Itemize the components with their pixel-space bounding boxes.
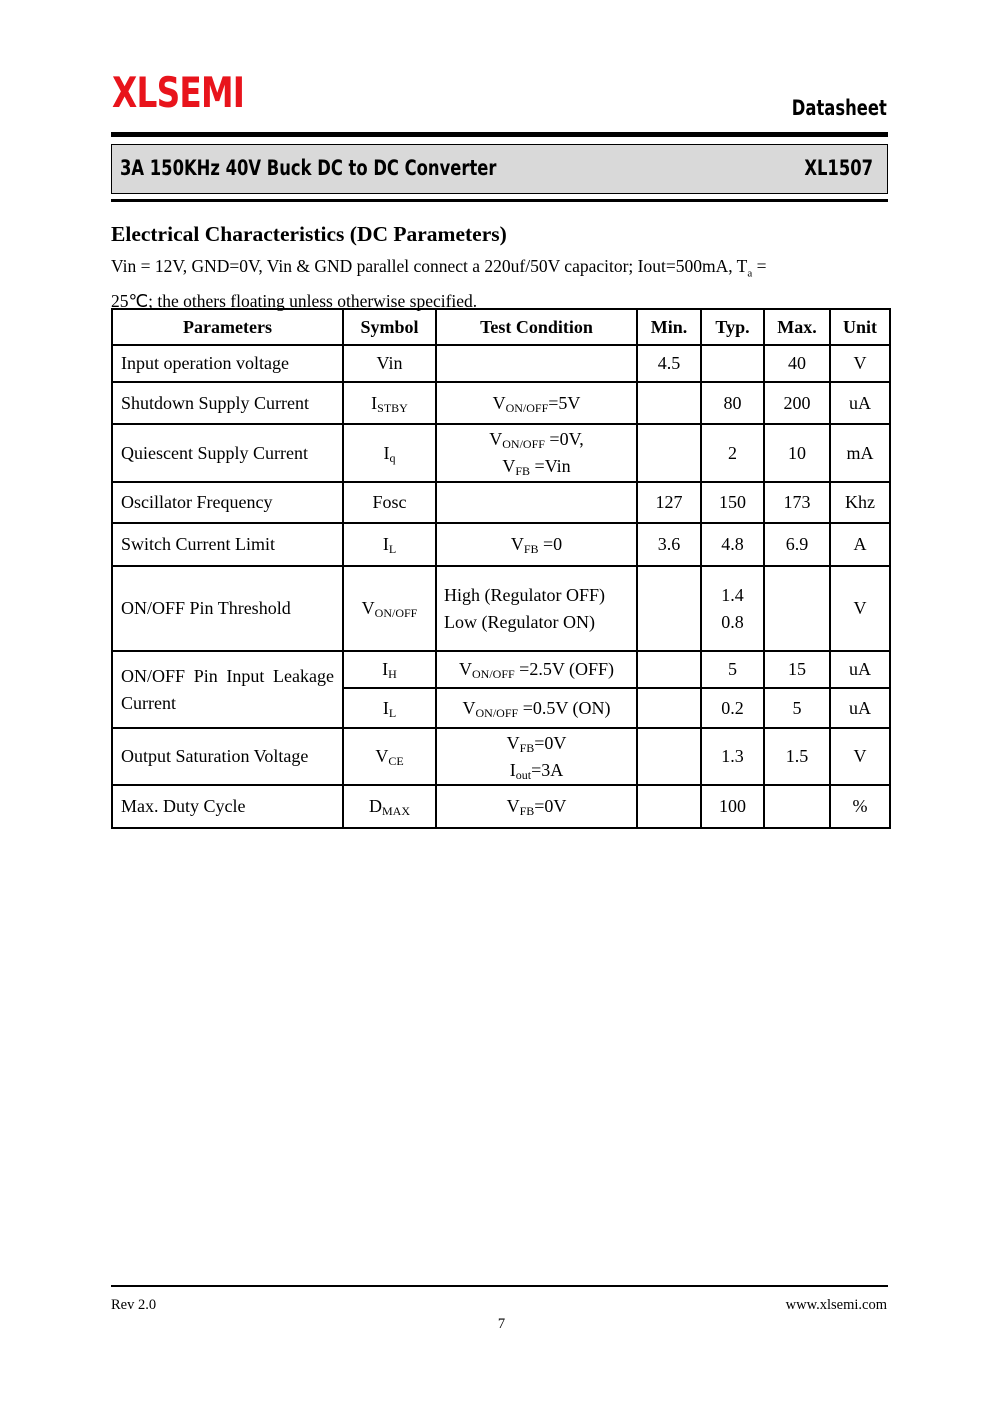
symbol-cell: $V_{CE}$ (343, 728, 436, 785)
condition-cell: $V_{FB}=0V$ $I_{out}=3A$ (436, 728, 637, 785)
column-header: Min. (637, 309, 701, 345)
unit-cell: V (830, 728, 890, 785)
column-header: Typ. (701, 309, 764, 345)
param-cell: Shutdown Supply Current (112, 382, 343, 424)
table-row (112, 785, 890, 828)
condition-cell (436, 345, 637, 382)
table-row (112, 482, 890, 523)
unit-cell: mA (830, 424, 890, 482)
max-cell: 200 (764, 382, 830, 424)
document-title: 3A 150KHz 40V Buck DC to DC Converter (120, 156, 497, 180)
table-row (112, 651, 890, 688)
unit-cell: V (830, 345, 890, 382)
unit-cell: A (830, 523, 890, 566)
company-logo: XLSEMI (112, 68, 245, 117)
unit-cell: V (830, 566, 890, 651)
max-cell (764, 566, 830, 651)
title-rule (111, 199, 888, 202)
condition-cell: $V_{FB} =0$ (436, 523, 637, 566)
min-cell (637, 651, 701, 688)
condition-cell: $V_{ON/OFF} =2.5V$ (OFF) (436, 651, 637, 688)
typ-cell: 80 (701, 382, 764, 424)
symbol-cell: Fosc (343, 482, 436, 523)
condition-cell: $V_{ON/OFF}=5V$ (436, 382, 637, 424)
param-cell: Output Saturation Voltage (112, 728, 343, 785)
max-cell: 40 (764, 345, 830, 382)
min-cell (637, 785, 701, 828)
max-cell: 173 (764, 482, 830, 523)
column-header: Max. (764, 309, 830, 345)
page-number: 7 (497, 1316, 506, 1332)
header-rule (111, 132, 888, 137)
min-cell (637, 382, 701, 424)
typ-cell: 1.4 0.8 (701, 566, 764, 651)
symbol-cell: $I_L$ (343, 688, 436, 728)
table-header-row (112, 309, 890, 345)
column-header: Unit (830, 309, 890, 345)
min-cell (637, 688, 701, 728)
typ-cell: 100 (701, 785, 764, 828)
document-type: Datasheet (791, 96, 887, 120)
symbol-cell: $I_q$ (343, 424, 436, 482)
column-header: Parameters (112, 309, 343, 345)
typ-cell: 0.2 (701, 688, 764, 728)
test-conditions: Vin = 12V, GND=0V, Vin & GND parallel connect a 220uf/50V capacitor; Iout=500mA, $T_a$ = 25℃; the others floating unless otherwise specified. (111, 256, 767, 311)
symbol-cell: $D_{MAX}$ (343, 785, 436, 828)
typ-cell: 5 (701, 651, 764, 688)
min-cell (637, 566, 701, 651)
param-cell: Quiescent Supply Current (112, 424, 343, 482)
condition-cell (436, 482, 637, 523)
param-cell: ON/OFF Pin Input Leakage Current (112, 651, 343, 728)
min-cell: 127 (637, 482, 701, 523)
column-header: Symbol (343, 309, 436, 345)
typ-cell: 1.3 (701, 728, 764, 785)
unit-cell: uA (830, 651, 890, 688)
revision-label: Rev 2.0 (111, 1297, 157, 1313)
max-cell (764, 785, 830, 828)
min-cell: 4.5 (637, 345, 701, 382)
unit-cell: uA (830, 688, 890, 728)
section-heading: Electrical Characteristics (DC Parameters) (111, 222, 507, 246)
unit-cell: uA (830, 382, 890, 424)
typ-cell: 2 (701, 424, 764, 482)
typ-cell (701, 345, 764, 382)
condition-cell: $V_{ON/OFF} =0V$, $V_{FB} =Vin$ (436, 424, 637, 482)
param-cell: Switch Current Limit (112, 523, 343, 566)
param-cell: ON/OFF Pin Threshold (112, 566, 343, 651)
table-row (112, 728, 890, 785)
typ-cell: 4.8 (701, 523, 764, 566)
condition-cell: $V_{FB}=0V$ (436, 785, 637, 828)
param-cell: Max. Duty Cycle (112, 785, 343, 828)
min-cell (637, 728, 701, 785)
max-cell: 6.9 (764, 523, 830, 566)
max-cell: 5 (764, 688, 830, 728)
condition-cell: $V_{ON/OFF} =0.5V$ (ON) (436, 688, 637, 728)
website-link[interactable]: www.xlsemi.com (785, 1297, 887, 1313)
unit-cell: Khz (830, 482, 890, 523)
param-cell: Oscillator Frequency (112, 482, 343, 523)
table-row (112, 382, 890, 424)
column-header: Test Condition (436, 309, 637, 345)
max-cell: 15 (764, 651, 830, 688)
table-row (112, 523, 890, 566)
table-row (112, 424, 890, 482)
footer-rule (111, 1285, 888, 1287)
max-cell: 10 (764, 424, 830, 482)
part-number: XL1507 (804, 156, 873, 180)
max-cell: 1.5 (764, 728, 830, 785)
symbol-cell: Vin (343, 345, 436, 382)
table-row (112, 566, 890, 651)
min-cell (637, 424, 701, 482)
typ-cell: 150 (701, 482, 764, 523)
symbol-cell: $I_H$ (343, 651, 436, 688)
table-row (112, 345, 890, 382)
symbol-cell: $I_L$ (343, 523, 436, 566)
param-cell: Input operation voltage (112, 345, 343, 382)
dc-parameters-table (111, 308, 891, 829)
condition-cell: High (Regulator OFF) Low (Regulator ON) (436, 566, 637, 651)
symbol-cell: $I_{STBY}$ (343, 382, 436, 424)
unit-cell: % (830, 785, 890, 828)
title-bar (111, 144, 888, 194)
min-cell: 3.6 (637, 523, 701, 566)
symbol-cell: $V_{ON/OFF}$ (343, 566, 436, 651)
